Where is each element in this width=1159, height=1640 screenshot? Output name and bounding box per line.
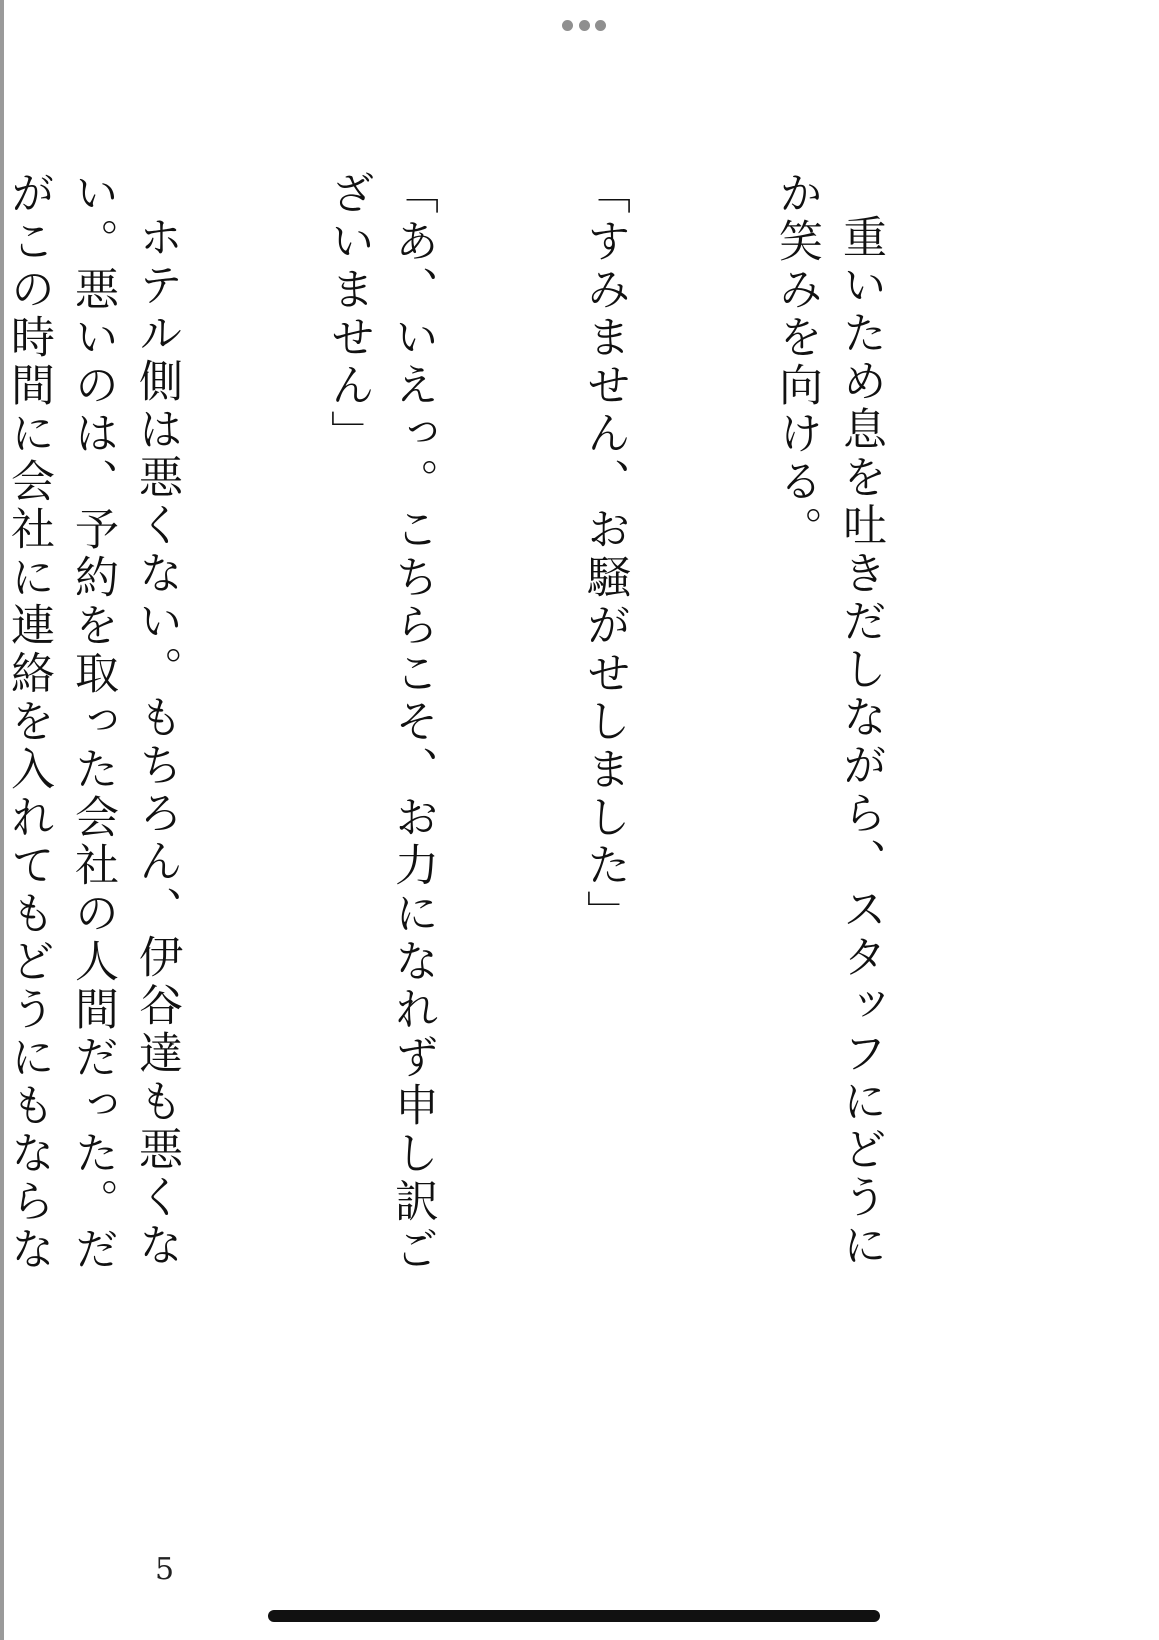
dot-3: [595, 20, 606, 31]
paragraph: 「あ、いえっ。こちらこそ、お力になれず申し訳ございません」: [323, 170, 438, 1274]
home-indicator[interactable]: [268, 1610, 880, 1622]
paragraph: ホテル側は悪くない。もちろん、伊谷達も悪くない。悪いのは、予約を取った会社の人間だった。だがこの時間に会社に連絡を入れてもどうにもならな: [3, 170, 182, 1274]
page-number: 5: [155, 1552, 175, 1587]
dot-2: [579, 20, 590, 31]
paragraph: 「すみません、お騒がせしました」: [579, 170, 630, 938]
paragraph: 重いため息を吐きだしながら、スタッフにどうにか笑みを向ける。: [771, 170, 886, 1270]
more-dots-icon[interactable]: [562, 18, 606, 32]
book-page-text: [3, 170, 1020, 1300]
dot-1: [562, 20, 573, 31]
